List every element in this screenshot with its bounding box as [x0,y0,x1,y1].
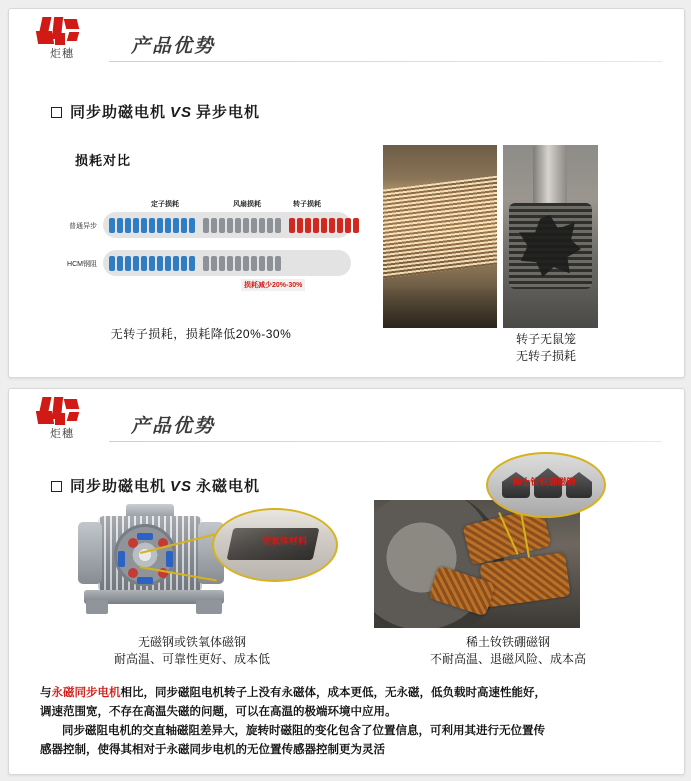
logo-mark-icon [31,17,89,47]
segment-label-stator: 定子损耗 [151,201,179,208]
slide-1-photo-caption [413,331,679,365]
bar-tick [235,218,241,233]
bar-row-async [103,212,351,238]
photo-caption-line-1: 转子无鼠笼 [515,332,576,346]
bar-tick [259,256,265,271]
bar-tick [149,256,155,271]
bar-tick [141,256,147,271]
bar-tick [211,218,217,233]
summary-line-4: 感器控制，使得其相对于永磁同步电机的无位置传感器控制更为灵活 [40,744,385,756]
bar-tick [297,218,303,233]
bar-row-label-async: 普通异步 [69,223,97,230]
bar-tick [345,218,351,233]
end-bell-left-shape [78,522,102,584]
bar-tick [243,218,249,233]
slide-2-section-heading [51,475,260,496]
bar-tick [235,256,241,271]
bar-tick [251,218,257,233]
bar-tick [227,256,233,271]
heading-left-term: 同步助磁电机 [70,104,167,121]
right-caption-line-1: 稀土钕铁硼磁钢 [465,635,550,649]
bar-tick [227,218,233,233]
heading-right-term-2: 永磁电机 [196,478,261,495]
bar-tick [189,256,195,271]
slide-2-title: 产品优势 [131,415,216,437]
bar-tick [109,218,115,233]
slide-2-header [9,389,684,451]
bullet-square-icon [51,107,62,118]
bar-tick [157,256,163,271]
left-caption-line-2: 耐高温、可靠性更好、成本低 [113,652,270,666]
slide-2-left-caption [56,634,328,668]
summary-line-3: 同步磁阻电机的交直轴磁阻差异大，旋转时磁阻的变化包含了位置信息，可利用其进行无位置传 [62,725,545,737]
bar-tick [243,256,249,271]
magnet-segment-bottom [137,577,153,584]
bar-tick [267,218,273,233]
bar-tick [117,256,123,271]
segment-label-rotor: 转子损耗 [293,201,321,208]
summary-line-2: 调速范围宽，不存在高温失磁的问题，可以在高温的极端环境中应用。 [40,706,397,718]
summary-line-1 [40,684,657,703]
left-caption-line-1: 无磁钢或铁氧体磁钢 [137,635,246,649]
stator-winding-photo [374,500,580,628]
bar-tick [337,218,343,233]
bar-tick [165,256,171,271]
bar-tick [219,218,225,233]
bar-tick [259,218,265,233]
bar-tick [133,218,139,233]
motor-foot-right-shape [196,600,222,614]
bar-tick [189,218,195,233]
slide-1 [8,8,685,378]
heading-right-term: 异步电机 [196,104,261,121]
bar-tick [353,218,359,233]
right-caption-line-2: 不耐高温、退磁风险、成本高 [429,652,586,666]
heading-left-term-2: 同步助磁电机 [70,478,167,495]
logo-text: 炬穗 [50,47,74,60]
slide-2-summary [40,684,657,760]
slide-1-section-heading [51,101,260,122]
bar-tick [173,218,179,233]
slide-1-header [9,9,684,71]
company-logo [31,17,89,65]
rare-earth-callout-label: 稀土钕铁硼磁钢 [512,477,576,487]
summary-line-1-post: 相比，同步磁阻电机转子上没有永磁体，成本更低，无永磁，低负载时高速性能好， [120,687,546,699]
bar-tick [141,218,147,233]
chart-title: 损耗对比 [75,153,132,168]
heading-vs-2: VS [170,478,193,495]
summary-highlight: 永磁同步电机 [51,687,121,699]
motor-foot-left-shape [86,600,108,614]
shaft-shape [533,145,567,207]
bar-tick [117,218,123,233]
logo-text-2: 炬穗 [50,427,74,440]
bar-tick [313,218,319,233]
bar-tick [267,256,273,271]
slide-1-chart-caption: 无转子损耗，损耗降低20%-30% [110,327,292,341]
loss-comparison-chart [45,175,357,305]
bar-tick [305,218,311,233]
bar-tick [173,256,179,271]
bar-tick [109,256,115,271]
bar-tick [149,218,155,233]
bar-tick [251,256,257,271]
bar-tick [181,218,187,233]
header-divider [109,61,662,62]
bar-tick [165,218,171,233]
bar-tick [219,256,225,271]
bar-tick [329,218,335,233]
bar-tick [275,218,281,233]
bar-tick [133,256,139,271]
bar-row-label-hcm: HCM钢阻 [67,261,97,268]
flux-marker-3 [128,568,138,578]
rotor-photo [383,145,497,328]
flux-marker-1 [128,538,138,548]
slide-2-right-caption [372,634,644,668]
bar-tick [181,256,187,271]
header-divider-2 [109,441,662,442]
bar-tick [275,256,281,271]
bar-tick [289,218,295,233]
bar-tick [125,218,131,233]
bar-tick [157,218,163,233]
segment-label-fan: 风扇损耗 [233,201,261,208]
bar-tick [125,256,131,271]
bar-row-hcm [103,250,351,276]
lamination-stack-photo [503,145,598,328]
slide-1-title: 产品优势 [131,35,216,57]
company-logo-2 [31,397,89,445]
bar-tick [321,218,327,233]
magnet-segment-left [118,551,125,567]
magnet-segment-right [166,551,173,567]
bullet-square-icon-2 [51,481,62,492]
bar-tick [211,256,217,271]
summary-line-1-pre: 与 [40,687,52,699]
photo-caption-line-2: 无转子损耗 [515,349,576,363]
magnet-segment-top [137,533,153,540]
bar-tick [203,256,209,271]
ferrite-callout-label: 铁氧体材料 [262,536,308,546]
logo-mark-icon-2 [31,397,89,427]
chart-annotation: 损耗减少20%-30% [241,279,305,291]
bar-tick [203,218,209,233]
heading-vs: VS [170,104,193,121]
